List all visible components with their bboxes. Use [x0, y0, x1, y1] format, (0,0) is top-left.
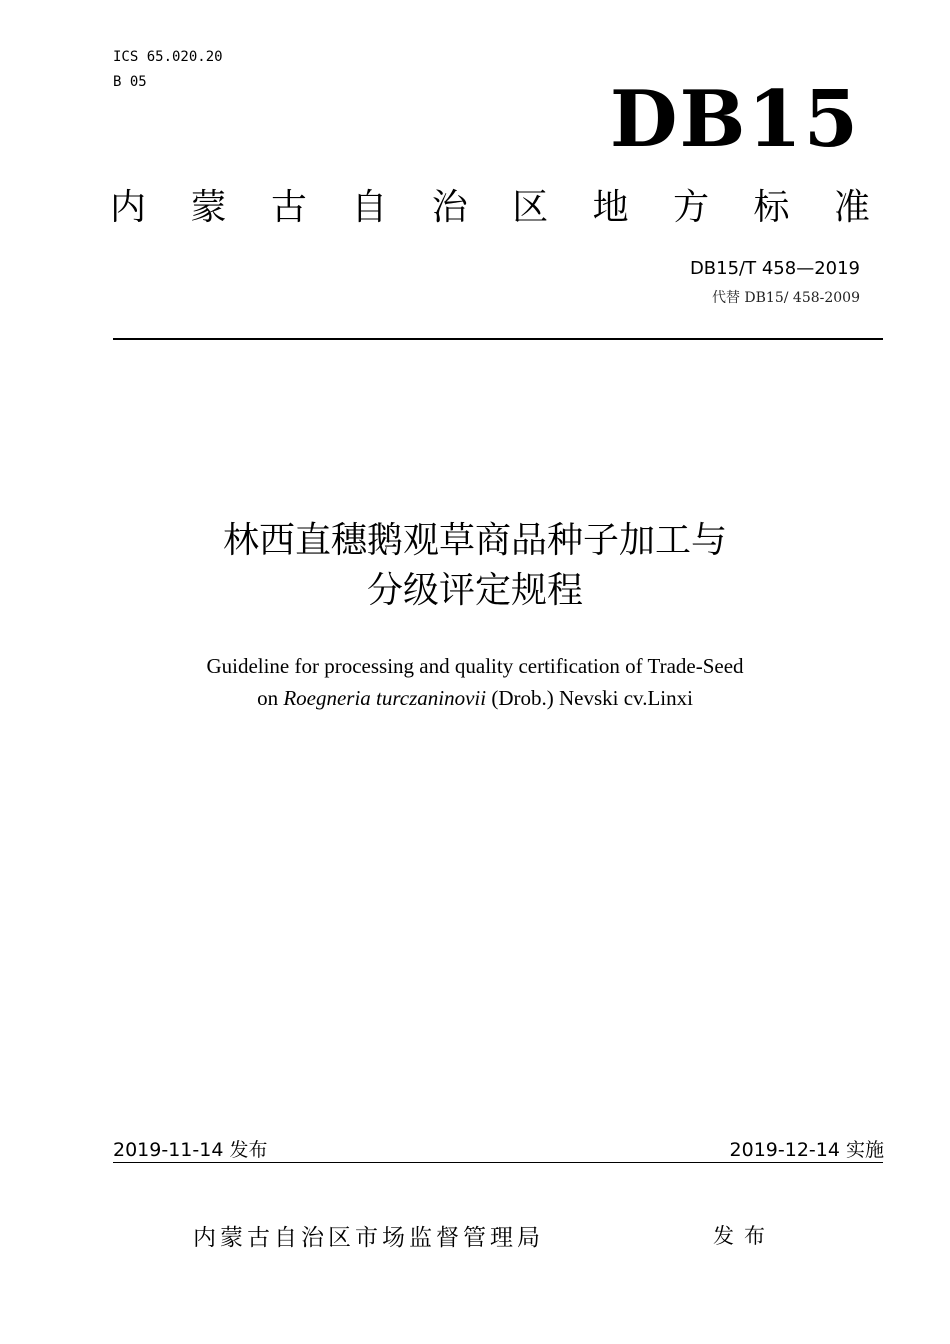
- standard-type-char: 自: [351, 187, 388, 228]
- standard-type-char: 区: [512, 187, 549, 228]
- ccs-code: B 05: [113, 74, 147, 90]
- title-english: [0, 650, 950, 714]
- title-chinese: [0, 516, 950, 616]
- standard-type: [110, 180, 870, 236]
- standard-type-char: 方: [673, 187, 710, 228]
- standard-type-char: 古: [270, 187, 307, 228]
- standard-type-char: 蒙: [190, 187, 227, 228]
- footer-divider: [113, 1162, 883, 1163]
- species-name: Roegneria turczaninovii: [283, 686, 487, 710]
- issue-date: 2019-11-14 发布: [113, 1139, 268, 1161]
- standard-type-char: 地: [592, 187, 629, 228]
- ics-code: ICS 65.020.20: [113, 49, 223, 65]
- title-english-prefix: on: [257, 686, 284, 710]
- standard-type-char: 标: [753, 187, 790, 228]
- db-code: DB15: [609, 74, 860, 165]
- standard-type-char: 内: [110, 187, 147, 228]
- header-divider: [113, 338, 883, 340]
- standard-type-char: 准: [833, 187, 870, 228]
- publish-label: 发布: [713, 1224, 775, 1248]
- replaces-note: 代替 DB15/ 458-2009: [711, 290, 860, 306]
- title-english-line-1: Guideline for processing and quality certification of Trade-Seed: [206, 654, 744, 678]
- standard-type-char: 治: [431, 187, 468, 228]
- title-english-line-2: [0, 682, 950, 714]
- title-chinese-line-1: 林西直穗鹅观草商品种子加工与: [222, 520, 727, 561]
- title-english-suffix: (Drob.) Nevski cv.Linxi: [486, 686, 693, 710]
- title-chinese-line-2: 分级评定规程: [366, 570, 583, 611]
- standard-number: DB15/T 458—2019: [689, 258, 860, 279]
- implementation-date: 2019-12-14 实施: [729, 1139, 884, 1161]
- issuing-authority: 内蒙古自治区市场监督管理局: [193, 1225, 544, 1251]
